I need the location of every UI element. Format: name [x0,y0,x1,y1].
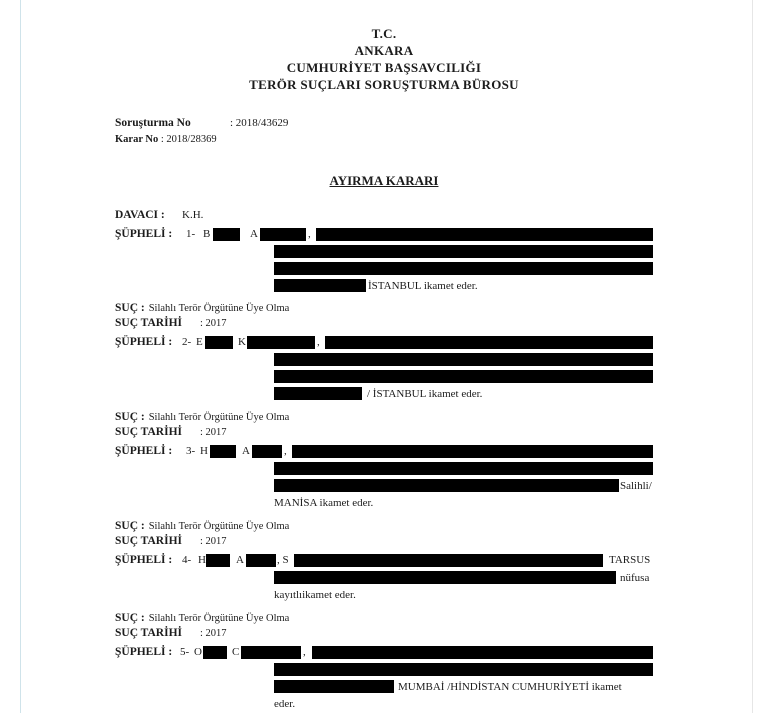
redaction-block [252,445,282,458]
redaction-block [274,680,394,693]
crime-date-label: SUÇ TARİHİ [115,535,182,547]
crime-date-value: : 2017 [200,427,227,438]
address-text: MANİSA ikamet eder. [274,497,374,509]
suspect-number: 5- [180,646,190,658]
suspect-label: ŞÜPHELİ : [115,336,173,348]
redaction-block [206,554,230,567]
address-text: / İSTANBUL ikamet eder. [367,388,483,400]
header-line-city: ANKARA [354,43,414,58]
page-border-right [752,0,753,713]
crime-label: SUÇ : [115,612,145,624]
suspect-initial: A [242,445,250,457]
davaci-value: K.H. [182,209,204,221]
crime-line [115,299,289,315]
separator: , [303,646,306,658]
redaction-block [312,646,653,659]
crime-line [115,408,289,424]
crime-date-label: SUÇ TARİHİ [115,317,182,329]
header-line-bureau: TERÖR SUÇLARI SORUŞTURMA BÜROSU [249,77,519,92]
suspect-number: 2- [182,336,192,348]
separator: , S [277,554,289,566]
suspect-number: 3- [186,445,196,457]
suspect-initial: A [236,554,244,566]
separator: , [317,336,320,348]
crime-value: Silahlı Terör Örgütüne Üye Olma [148,521,290,532]
crime-line [115,609,289,625]
karar-value: : 2018/28369 [160,134,217,145]
crime-line [115,517,289,533]
suspect-number: 1- [186,228,196,240]
redaction-block [210,445,236,458]
redaction-block [294,554,603,567]
karar-label: Karar No [115,134,159,145]
suspect-number: 4- [182,554,192,566]
redaction-block [316,228,653,241]
redaction-block [260,228,306,241]
redaction-block [274,663,653,676]
redaction-block [274,262,653,275]
crime-value: Silahlı Terör Örgütüne Üye Olma [148,412,290,423]
redaction-block [274,245,653,258]
redaction-block [274,462,653,475]
redaction-block [205,336,233,349]
redaction-block [325,336,653,349]
separator: , [308,228,311,240]
suspect-initial: C [232,646,240,658]
redaction-block [274,571,616,584]
davaci-label: DAVACI : [115,209,165,221]
redaction-block [274,279,366,292]
header-line-tc: T.C. [371,26,397,41]
separator: , [284,445,287,457]
crime-label: SUÇ : [115,411,145,423]
suspect-initial: H [200,445,208,457]
address-text: kayıtlıikamet eder. [274,589,356,601]
karar-line [115,135,217,146]
crime-value: Silahlı Terör Örgütüne Üye Olma [148,613,290,624]
suspect-initial: K [238,336,246,348]
redaction-block [246,554,276,567]
header-line-office: CUMHURİYET BAŞSAVCILIĞI [286,60,482,75]
suspect-label: ŞÜPHELİ : [115,554,173,566]
redaction-block [274,370,653,383]
page-border-left [20,0,21,713]
redaction-block [203,646,227,659]
crime-label: SUÇ : [115,302,145,314]
suspect-initial: A [250,228,258,240]
redaction-block [274,479,619,492]
address-text: TARSUS [609,554,651,566]
crime-date-value: : 2017 [200,318,227,329]
crime-date-value: : 2017 [200,536,227,547]
redaction-block [247,336,315,349]
suspect-label: ŞÜPHELİ : [115,228,173,240]
redaction-block [274,387,362,400]
suspect-initial: E [196,336,203,348]
document-title: AYIRMA KARARI [329,173,439,188]
address-text: İSTANBUL ikamet eder. [368,280,478,292]
suspect-initial: O [194,646,202,658]
sorusturma-value: : 2018/43629 [230,117,289,129]
address-text: Salihli/ [620,480,652,492]
suspect-initial: H [198,554,206,566]
crime-date-label: SUÇ TARİHİ [115,627,182,639]
crime-date-label: SUÇ TARİHİ [115,426,182,438]
crime-label: SUÇ : [115,520,145,532]
suspect-initial: B [203,228,211,240]
crime-value: Silahlı Terör Örgütüne Üye Olma [148,303,290,314]
redaction-block [213,228,240,241]
redaction-block [274,353,653,366]
address-text: nüfusa [620,572,650,584]
suspect-label: ŞÜPHELİ : [115,445,173,457]
redaction-block [241,646,301,659]
redaction-block [292,445,653,458]
suspect-label: ŞÜPHELİ : [115,646,173,658]
sorusturma-label: Soruşturma No [115,117,191,129]
address-text: eder. [274,698,296,710]
address-text: MUMBAİ /HİNDİSTAN CUMHURİYETİ ikamet [398,681,622,693]
crime-date-value: : 2017 [200,628,227,639]
